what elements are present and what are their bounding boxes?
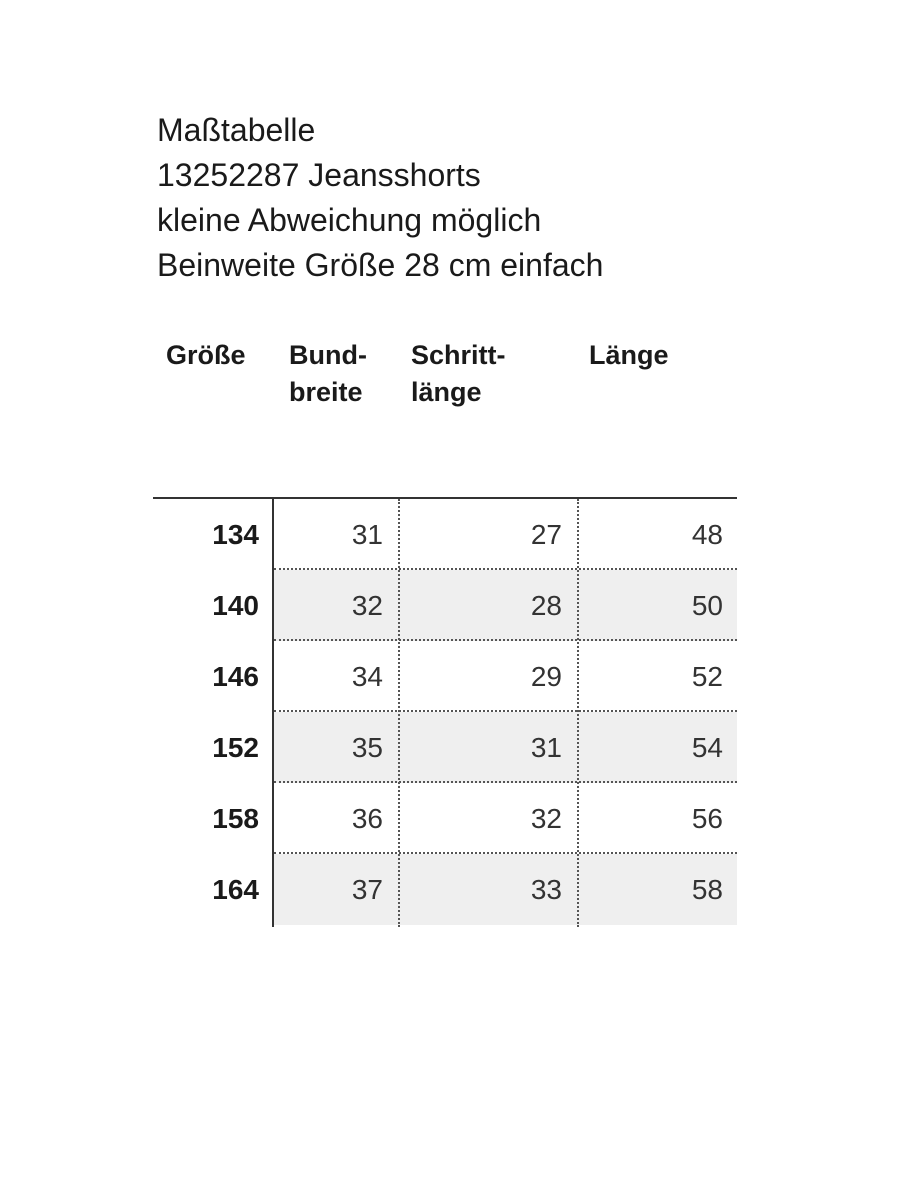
header-waist-width: Bund- breite	[289, 340, 367, 407]
table-left-rule	[272, 497, 274, 927]
table-row	[153, 499, 737, 570]
waist-width-cell: 35	[351, 732, 383, 763]
waist-width-cell: 36	[351, 803, 383, 834]
table-row	[153, 641, 737, 712]
table-row	[153, 854, 737, 925]
deviation-note: kleine Abweichung möglich	[157, 202, 542, 238]
size-cell: 140	[212, 590, 259, 621]
table-title: Maßtabelle	[157, 112, 316, 148]
waist-width-cell: 32	[351, 590, 383, 621]
product-line: 13252287 Jeansshorts	[157, 157, 481, 193]
waist-width-cell: 34	[351, 661, 383, 692]
size-table	[153, 497, 737, 927]
size-cell: 152	[212, 732, 259, 763]
table-row	[153, 712, 737, 783]
length-cell: 52	[691, 661, 723, 692]
length-cell: 58	[691, 874, 723, 905]
table-row	[153, 570, 737, 641]
length-cell: 50	[691, 590, 723, 621]
inseam-cell: 33	[530, 874, 562, 905]
inseam-cell: 28	[530, 590, 562, 621]
column-divider	[398, 499, 400, 927]
table-row	[153, 783, 737, 854]
title-block	[157, 108, 603, 288]
length-cell: 56	[691, 803, 723, 834]
inseam-cell: 31	[530, 732, 562, 763]
leg-width-note: Beinweite Größe 28 cm einfach	[157, 247, 604, 283]
waist-width-cell: 31	[351, 519, 383, 550]
inseam-cell: 29	[530, 661, 562, 692]
size-cell: 164	[212, 874, 259, 905]
size-cell: 134	[212, 519, 259, 550]
header-size: Größe	[166, 340, 246, 370]
waist-width-cell: 37	[351, 874, 383, 905]
size-cell: 146	[212, 661, 259, 692]
inseam-cell: 27	[530, 519, 562, 550]
column-divider	[577, 499, 579, 927]
header-length: Länge	[589, 340, 669, 370]
size-cell: 158	[212, 803, 259, 834]
length-cell: 54	[691, 732, 723, 763]
inseam-cell: 32	[530, 803, 562, 834]
table-top-rule	[153, 497, 737, 499]
header-inseam-length: Schritt- länge	[411, 340, 506, 407]
length-cell: 48	[691, 519, 723, 550]
